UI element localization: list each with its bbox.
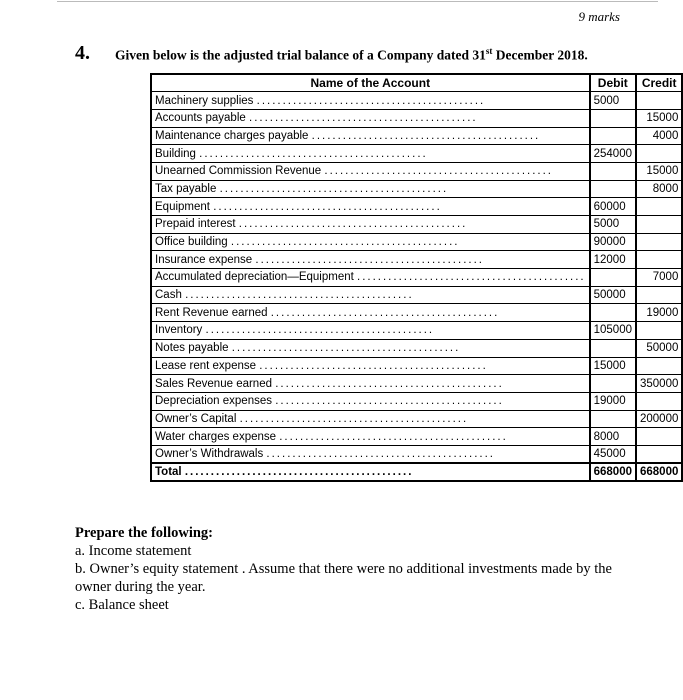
header-name: Name of the Account bbox=[151, 74, 590, 92]
account-name: Total ............................................ bbox=[151, 463, 590, 481]
dot-leader: ............................................ bbox=[275, 377, 504, 390]
dot-leader: ............................................ bbox=[324, 165, 553, 178]
credit-cell bbox=[636, 251, 682, 269]
credit-cell: 668000 bbox=[636, 463, 682, 481]
dot-leader: ............................................ bbox=[213, 200, 442, 213]
instruction-b: b. Owner’s equity statement . Assume that there were no additional investments made by the owner during the year. bbox=[75, 561, 612, 595]
account-name: Inventory ............................................ bbox=[151, 322, 590, 340]
instruction-c: c. Balance sheet bbox=[75, 597, 169, 613]
header-credit: Credit bbox=[636, 74, 682, 92]
debit-cell bbox=[590, 127, 636, 145]
debit-cell bbox=[590, 180, 636, 198]
table-row bbox=[151, 392, 682, 410]
dot-leader: ............................................ bbox=[231, 342, 461, 355]
marks-label: 9 marks bbox=[578, 9, 620, 24]
table-row bbox=[151, 145, 682, 163]
table-row bbox=[151, 304, 682, 322]
table-row bbox=[151, 322, 682, 340]
table-row bbox=[151, 233, 682, 251]
account-name: Sales Revenue earned ............................................ bbox=[151, 375, 590, 393]
table-row bbox=[151, 286, 682, 304]
credit-cell bbox=[636, 445, 682, 463]
account-name: Notes payable ............................................ bbox=[151, 339, 590, 357]
credit-cell: 350000 bbox=[636, 375, 682, 393]
dot-leader: ............................................ bbox=[311, 129, 541, 142]
table-row bbox=[151, 269, 682, 287]
credit-cell: 8000 bbox=[636, 180, 682, 198]
account-name: Lease rent expense ............................................ bbox=[151, 357, 590, 375]
table-row bbox=[151, 357, 682, 375]
debit-cell: 19000 bbox=[590, 392, 636, 410]
credit-cell bbox=[636, 392, 682, 410]
table-row bbox=[151, 180, 682, 198]
debit-cell: 12000 bbox=[590, 251, 636, 269]
table-row bbox=[151, 92, 682, 110]
debit-cell: 5000 bbox=[590, 216, 636, 234]
credit-cell: 19000 bbox=[636, 304, 682, 322]
dot-leader: ............................................ bbox=[238, 218, 468, 231]
account-name: Rent Revenue earned ............................................ bbox=[151, 304, 590, 322]
header-debit: Debit bbox=[590, 74, 636, 92]
debit-cell: 45000 bbox=[590, 445, 636, 463]
credit-cell: 7000 bbox=[636, 269, 682, 287]
table-row bbox=[151, 162, 682, 180]
table-row bbox=[151, 375, 682, 393]
account-name: Accumulated depreciation—Equipment ............................................ bbox=[151, 269, 590, 287]
dot-leader: ............................................ bbox=[266, 448, 496, 461]
debit-cell bbox=[590, 269, 636, 287]
account-name: Cash ............................................ bbox=[151, 286, 590, 304]
dot-leader: ............................................ bbox=[199, 147, 428, 160]
credit-cell bbox=[636, 286, 682, 304]
table-row bbox=[151, 198, 682, 216]
dot-leader: ............................................ bbox=[184, 466, 414, 479]
account-name: Insurance expense ............................................ bbox=[151, 251, 590, 269]
debit-cell: 254000 bbox=[590, 145, 636, 163]
dot-leader: ............................................ bbox=[279, 430, 508, 443]
debit-cell: 15000 bbox=[590, 357, 636, 375]
account-name: Unearned Commission Revenue ............................................ bbox=[151, 162, 590, 180]
credit-cell bbox=[636, 145, 682, 163]
debit-cell bbox=[590, 339, 636, 357]
account-name: Accounts payable ............................................ bbox=[151, 109, 590, 127]
question-text: Given below is the adjusted trial balance of a Company dated 31st December 2018. bbox=[115, 46, 588, 63]
debit-cell bbox=[590, 375, 636, 393]
account-name: Building ............................................ bbox=[151, 145, 590, 163]
debit-cell: 668000 bbox=[590, 463, 636, 481]
divider bbox=[57, 1, 658, 2]
dot-leader: ............................................ bbox=[185, 289, 414, 302]
debit-cell: 105000 bbox=[590, 322, 636, 340]
total-row bbox=[151, 463, 682, 481]
question-number: 4. bbox=[75, 42, 90, 64]
table-row bbox=[151, 339, 682, 357]
account-name: Owner’s Capital ............................................ bbox=[151, 410, 590, 428]
dot-leader: ............................................ bbox=[255, 253, 484, 266]
credit-cell bbox=[636, 198, 682, 216]
account-name: Water charges expense ............................................ bbox=[151, 428, 590, 446]
credit-cell: 200000 bbox=[636, 410, 682, 428]
table-row bbox=[151, 428, 682, 446]
table-row bbox=[151, 410, 682, 428]
credit-cell: 15000 bbox=[636, 162, 682, 180]
credit-cell bbox=[636, 233, 682, 251]
credit-cell bbox=[636, 357, 682, 375]
instructions bbox=[75, 524, 635, 614]
account-name: Tax payable ............................................ bbox=[151, 180, 590, 198]
table-row bbox=[151, 127, 682, 145]
dot-leader: ............................................ bbox=[239, 412, 469, 425]
credit-cell bbox=[636, 428, 682, 446]
dot-leader: ............................................ bbox=[256, 94, 486, 107]
debit-cell bbox=[590, 109, 636, 127]
dot-leader: ............................................ bbox=[205, 324, 435, 337]
credit-cell: 15000 bbox=[636, 109, 682, 127]
dot-leader: ............................................ bbox=[219, 182, 449, 195]
account-name: Machinery supplies ............................................ bbox=[151, 92, 590, 110]
credit-cell: 50000 bbox=[636, 339, 682, 357]
debit-cell bbox=[590, 304, 636, 322]
prepare-heading: Prepare the following: bbox=[75, 525, 213, 541]
debit-cell: 5000 bbox=[590, 92, 636, 110]
trial-balance-table bbox=[150, 73, 683, 482]
instruction-a: a. Income statement bbox=[75, 543, 192, 559]
debit-cell: 8000 bbox=[590, 428, 636, 446]
debit-cell bbox=[590, 410, 636, 428]
table-row bbox=[151, 216, 682, 234]
dot-leader: ............................................ bbox=[259, 359, 488, 372]
credit-cell: 4000 bbox=[636, 127, 682, 145]
account-name: Depreciation expenses ............................................ bbox=[151, 392, 590, 410]
table-row bbox=[151, 109, 682, 127]
dot-leader: ............................................ bbox=[275, 395, 504, 408]
debit-cell: 90000 bbox=[590, 233, 636, 251]
debit-cell bbox=[590, 162, 636, 180]
debit-cell: 50000 bbox=[590, 286, 636, 304]
account-name: Owner’s Withdrawals ............................................ bbox=[151, 445, 590, 463]
table-row bbox=[151, 251, 682, 269]
account-name: Prepaid interest ............................................ bbox=[151, 216, 590, 234]
dot-leader: ............................................ bbox=[357, 271, 586, 284]
account-name: Equipment ............................................ bbox=[151, 198, 590, 216]
dot-leader: ............................................ bbox=[230, 236, 460, 249]
credit-cell bbox=[636, 322, 682, 340]
credit-cell bbox=[636, 216, 682, 234]
dot-leader: ............................................ bbox=[270, 306, 500, 319]
account-name: Office building ............................................ bbox=[151, 233, 590, 251]
account-name: Maintenance charges payable ............................................ bbox=[151, 127, 590, 145]
debit-cell: 60000 bbox=[590, 198, 636, 216]
dot-leader: ............................................ bbox=[249, 112, 478, 125]
table-row bbox=[151, 445, 682, 463]
credit-cell bbox=[636, 92, 682, 110]
